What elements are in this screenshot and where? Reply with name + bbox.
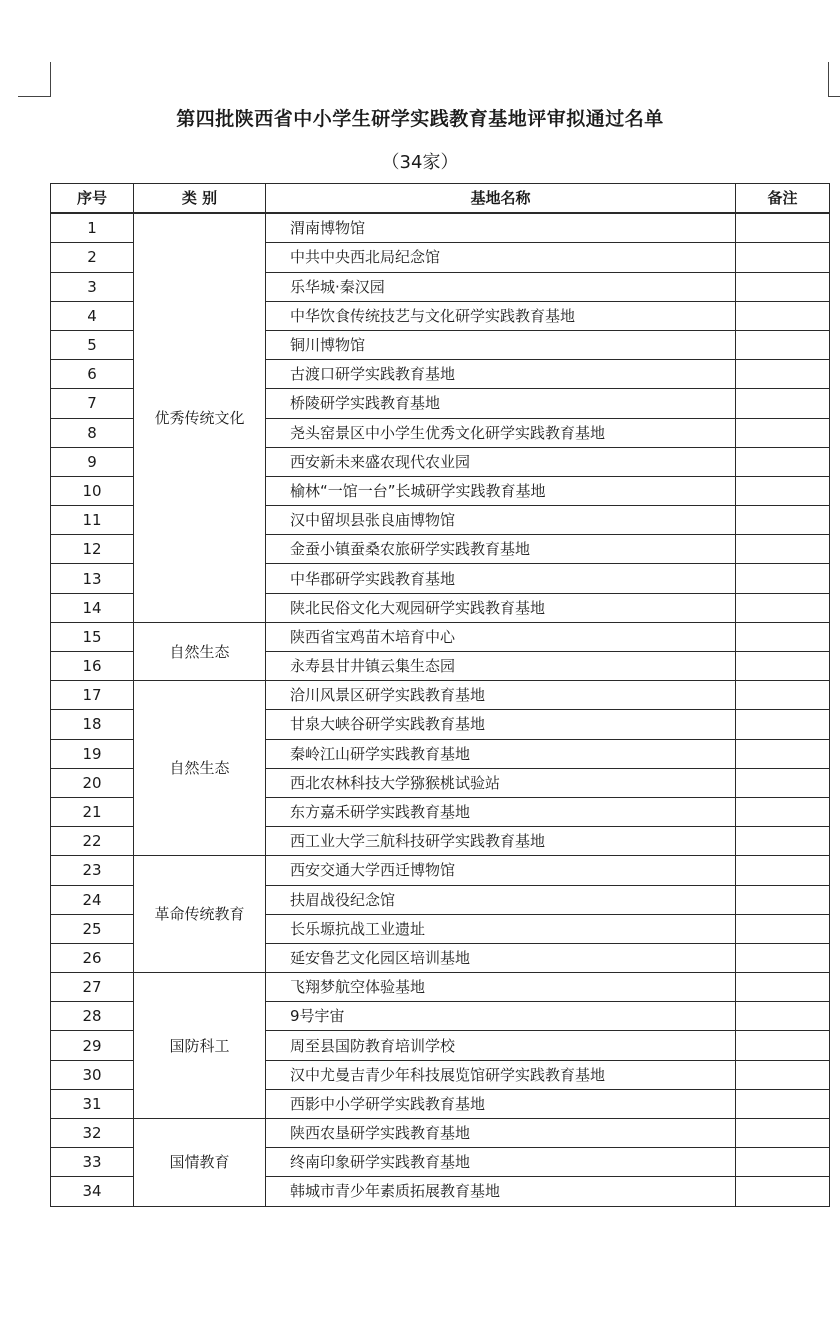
cell-remark	[736, 476, 830, 505]
crop-mark-top-right	[828, 62, 840, 97]
cell-base-name: 铜川博物馆	[266, 330, 736, 359]
cell-category: 国情教育	[134, 1119, 266, 1207]
cell-seq: 26	[51, 943, 134, 972]
table-row	[51, 622, 830, 651]
cell-remark	[736, 1031, 830, 1060]
cell-base-name: 秦岭江山研学实践教育基地	[266, 739, 736, 768]
cell-base-name: 汉中留坝县张良庙博物馆	[266, 506, 736, 535]
cell-base-name: 9号宇宙	[266, 1002, 736, 1031]
cell-base-name: 延安鲁艺文化园区培训基地	[266, 943, 736, 972]
cell-base-name: 西北农林科技大学猕猴桃试验站	[266, 768, 736, 797]
cell-base-name: 周至县国防教育培训学校	[266, 1031, 736, 1060]
cell-seq: 24	[51, 885, 134, 914]
cell-remark	[736, 418, 830, 447]
cell-seq: 27	[51, 973, 134, 1002]
cell-seq: 17	[51, 681, 134, 710]
cell-remark	[736, 593, 830, 622]
cell-base-name: 金蚕小镇蚕桑农旅研学实践教育基地	[266, 535, 736, 564]
cell-base-name: 飞翔梦航空体验基地	[266, 973, 736, 1002]
cell-base-name: 长乐塬抗战工业遗址	[266, 914, 736, 943]
cell-seq: 25	[51, 914, 134, 943]
cell-seq: 21	[51, 797, 134, 826]
cell-remark	[736, 1119, 830, 1148]
cell-seq: 31	[51, 1089, 134, 1118]
cell-base-name: 终南印象研学实践教育基地	[266, 1148, 736, 1177]
cell-seq: 28	[51, 1002, 134, 1031]
cell-base-name: 榆林“一馆一台”长城研学实践教育基地	[266, 476, 736, 505]
cell-seq: 16	[51, 652, 134, 681]
cell-seq: 33	[51, 1148, 134, 1177]
cell-seq: 30	[51, 1060, 134, 1089]
table-header-row	[51, 184, 830, 214]
cell-seq: 4	[51, 301, 134, 330]
cell-base-name: 中华饮食传统技艺与文化研学实践教育基地	[266, 301, 736, 330]
table-row	[51, 681, 830, 710]
cell-remark	[736, 213, 830, 243]
cell-remark	[736, 1089, 830, 1118]
cell-base-name: 中共中央西北局纪念馆	[266, 243, 736, 272]
cell-remark	[736, 506, 830, 535]
cell-remark	[736, 622, 830, 651]
cell-seq: 32	[51, 1119, 134, 1148]
cell-base-name: 西安新未来盛农现代农业园	[266, 447, 736, 476]
cell-base-name: 桥陵研学实践教育基地	[266, 389, 736, 418]
cell-seq: 8	[51, 418, 134, 447]
cell-seq: 22	[51, 827, 134, 856]
header-name: 基地名称	[266, 184, 736, 214]
cell-base-name: 渭南博物馆	[266, 213, 736, 243]
cell-base-name: 陕西农垦研学实践教育基地	[266, 1119, 736, 1148]
cell-remark	[736, 447, 830, 476]
cell-base-name: 西安交通大学西迁博物馆	[266, 856, 736, 885]
cell-remark	[736, 389, 830, 418]
cell-category: 自然生态	[134, 681, 266, 856]
cell-seq: 5	[51, 330, 134, 359]
cell-category: 革命传统教育	[134, 856, 266, 973]
cell-base-name: 汉中尤曼吉青少年科技展览馆研学实践教育基地	[266, 1060, 736, 1089]
cell-base-name: 韩城市青少年素质拓展教育基地	[266, 1177, 736, 1206]
cell-base-name: 洽川风景区研学实践教育基地	[266, 681, 736, 710]
cell-seq: 29	[51, 1031, 134, 1060]
header-seq: 序号	[51, 184, 134, 214]
cell-seq: 1	[51, 213, 134, 243]
table-body	[51, 213, 830, 1206]
cell-category: 国防科工	[134, 973, 266, 1119]
cell-remark	[736, 564, 830, 593]
table-row	[51, 856, 830, 885]
cell-base-name: 乐华城·秦汉园	[266, 272, 736, 301]
table-row	[51, 1119, 830, 1148]
cell-seq: 6	[51, 360, 134, 389]
cell-remark	[736, 973, 830, 1002]
cell-seq: 12	[51, 535, 134, 564]
cell-category: 优秀传统文化	[134, 213, 266, 622]
cell-remark	[736, 914, 830, 943]
header-category: 类 别	[134, 184, 266, 214]
cell-base-name: 西工业大学三航科技研学实践教育基地	[266, 827, 736, 856]
cell-remark	[736, 827, 830, 856]
cell-base-name: 尧头窑景区中小学生优秀文化研学实践教育基地	[266, 418, 736, 447]
cell-seq: 11	[51, 506, 134, 535]
cell-remark	[736, 856, 830, 885]
cell-seq: 2	[51, 243, 134, 272]
cell-remark	[736, 301, 830, 330]
cell-remark	[736, 1060, 830, 1089]
cell-remark	[736, 330, 830, 359]
cell-seq: 13	[51, 564, 134, 593]
cell-seq: 7	[51, 389, 134, 418]
cell-remark	[736, 710, 830, 739]
cell-seq: 10	[51, 476, 134, 505]
document-title: 第四批陕西省中小学生研学实践教育基地评审拟通过名单	[176, 108, 664, 130]
cell-base-name: 古渡口研学实践教育基地	[266, 360, 736, 389]
cell-seq: 3	[51, 272, 134, 301]
cell-remark	[736, 943, 830, 972]
cell-remark	[736, 243, 830, 272]
cell-base-name: 东方嘉禾研学实践教育基地	[266, 797, 736, 826]
cell-remark	[736, 739, 830, 768]
cell-base-name: 扶眉战役纪念馆	[266, 885, 736, 914]
cell-seq: 23	[51, 856, 134, 885]
cell-category: 自然生态	[134, 622, 266, 680]
cell-seq: 9	[51, 447, 134, 476]
document-subtitle: （34家）	[381, 152, 459, 173]
cell-remark	[736, 768, 830, 797]
cell-base-name: 甘泉大峡谷研学实践教育基地	[266, 710, 736, 739]
cell-remark	[736, 272, 830, 301]
cell-base-name: 中华郡研学实践教育基地	[266, 564, 736, 593]
cell-seq: 34	[51, 1177, 134, 1206]
cell-base-name: 西影中小学研学实践教育基地	[266, 1089, 736, 1118]
cell-seq: 20	[51, 768, 134, 797]
cell-seq: 18	[51, 710, 134, 739]
header-remark: 备注	[736, 184, 830, 214]
cell-remark	[736, 681, 830, 710]
cell-base-name: 永寿县甘井镇云集生态园	[266, 652, 736, 681]
cell-remark	[736, 1148, 830, 1177]
cell-remark	[736, 1177, 830, 1206]
cell-seq: 19	[51, 739, 134, 768]
cell-remark	[736, 1002, 830, 1031]
cell-base-name: 陕西省宝鸡苗木培育中心	[266, 622, 736, 651]
table-row	[51, 213, 830, 243]
cell-remark	[736, 797, 830, 826]
cell-remark	[736, 652, 830, 681]
cell-remark	[736, 535, 830, 564]
cell-seq: 15	[51, 622, 134, 651]
cell-remark	[736, 360, 830, 389]
cell-remark	[736, 885, 830, 914]
crop-mark-top-left	[18, 62, 51, 97]
table-row	[51, 973, 830, 1002]
cell-base-name: 陕北民俗文化大观园研学实践教育基地	[266, 593, 736, 622]
cell-seq: 14	[51, 593, 134, 622]
base-list-table	[50, 183, 830, 1207]
